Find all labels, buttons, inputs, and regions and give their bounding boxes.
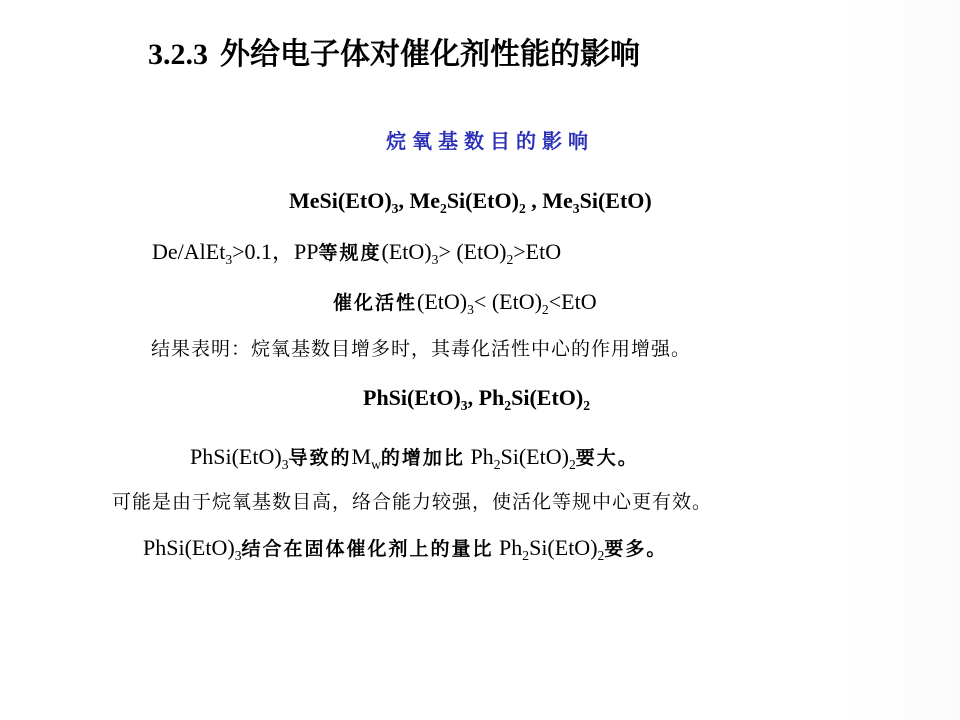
binding-amount-line [143,535,668,563]
isotacticity-line [152,239,562,267]
subscript: 2 [493,456,501,472]
formula-text: (EtO) [381,239,432,264]
subscript: 3 [467,301,474,317]
subscript: 3 [225,251,233,267]
cjk-text: 要大。 [575,447,639,469]
formula-text: < (EtO) [473,289,542,314]
activity-label: 催化活性 [333,292,418,314]
cjk-text: 结合在固体催化剂上的量比 [241,538,494,560]
formula-text: PhSi(EtO) [143,535,235,560]
subscript: 2 [583,397,591,413]
cjk-text: 要多。 [604,538,668,560]
formula-text: PhSi(EtO) [190,444,282,469]
formula-text: Si(EtO) [511,385,584,410]
subscript: 2 [518,200,526,216]
formula-text: , Ph [467,385,505,410]
reason-text: 可能是由于烷氧基数目高，络合能力较强，使活化等规中心更有效。 [112,491,713,513]
isotacticity-label: 等规度 [318,242,382,264]
subscript: 2 [597,547,605,563]
formula-text: <EtO [548,289,597,314]
activity-line [333,289,597,317]
formula-text: M [351,444,372,469]
subscript: 3 [572,200,580,216]
slide-title [148,37,640,72]
section-heading-alkoxy-count: 烷氧基数目的影响 [386,129,594,153]
subscript: 2 [522,547,530,563]
conclusion-text: 结果表明：烷氧基数目增多时，其毒化活性中心的作用增强。 [151,338,692,360]
subscript: 2 [506,251,514,267]
formula-text: > (EtO) [438,239,507,264]
formula-text: , Me [525,188,573,213]
formula-text: PhSi(EtO) [363,385,461,410]
formula-text: >0.1，PP [232,239,319,264]
formula-text: Si(EtO) [529,535,598,560]
subscript: 3 [460,397,468,413]
side-shade [840,0,960,720]
subscript: 2 [568,456,576,472]
formula-text: Ph [493,535,523,560]
subscript: 3 [234,547,242,563]
subscript: 3 [391,200,399,216]
subscript: 2 [440,200,447,216]
formula-text: Si(EtO) [446,188,519,213]
title-text: 外给电子体对催化剂性能的影响 [220,37,640,72]
subscript: w [371,456,381,472]
molecular-weight-line [190,444,639,472]
subscript: 2 [541,301,549,317]
formula-text: Si(EtO) [500,444,569,469]
silane-formula-line-2 [363,385,591,413]
cjk-text: 的增加比 [380,447,465,469]
formula-text: >EtO [513,239,562,264]
formula-text: Ph [464,444,494,469]
formula-text: , Me [398,188,440,213]
cjk-text: 导致的 [288,447,352,469]
formula-text: (EtO) [417,289,468,314]
formula-text: Si(EtO) [579,188,652,213]
subscript: 3 [431,251,439,267]
formula-text: MeSi(EtO) [289,188,392,213]
formula-text: De/AlEt [152,239,226,264]
title-number: 3.2.3 [148,38,208,71]
subscript: 3 [281,456,289,472]
silane-formula-line-1 [289,188,652,216]
subscript: 2 [504,397,512,413]
